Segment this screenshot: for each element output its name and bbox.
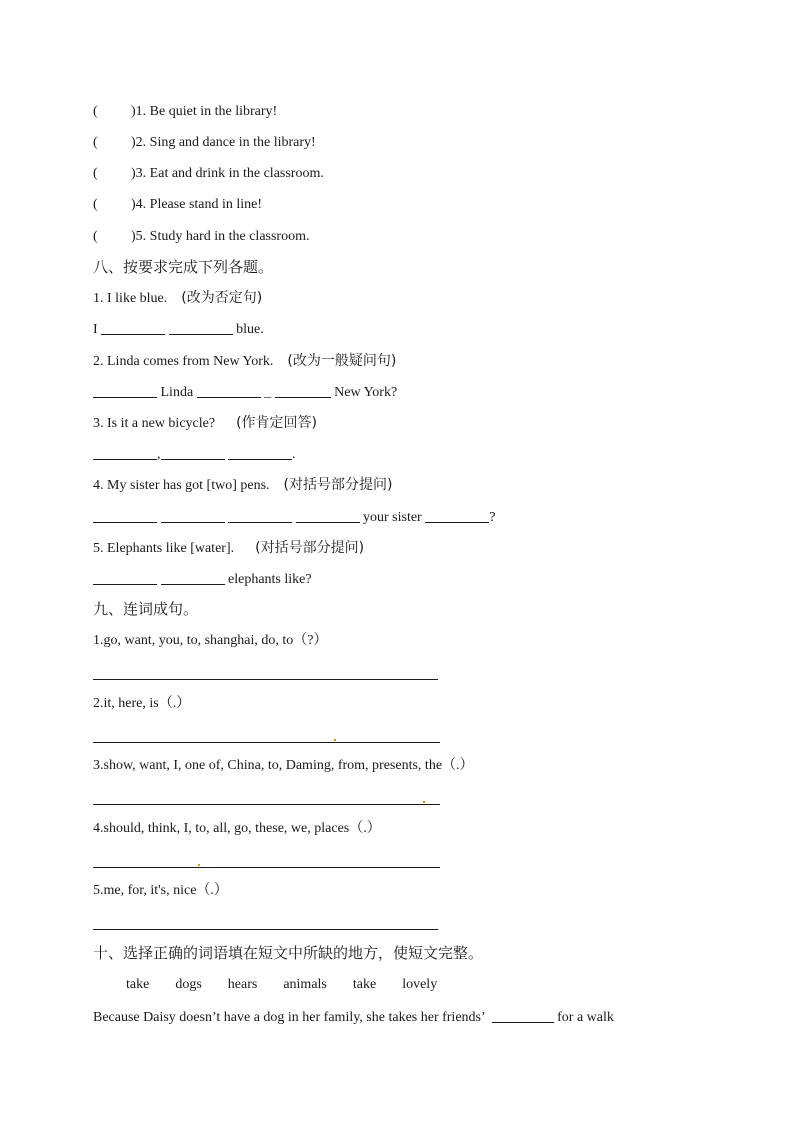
answer-dot-mark bbox=[334, 739, 336, 741]
answer-line[interactable] bbox=[93, 679, 438, 680]
word-bank-item: lovely bbox=[402, 977, 438, 992]
s8-q5-answer: elephants like? bbox=[93, 570, 312, 589]
answer-line[interactable] bbox=[93, 867, 440, 868]
s9-item-5: 5.me, for, it's, nice（.） bbox=[93, 883, 228, 898]
answer-blank[interactable] bbox=[492, 1008, 554, 1023]
judgement-item-5: ( )5. Study hard in the classroom. bbox=[93, 229, 310, 244]
s8-q1: 1. I like blue. (改为否定句) bbox=[93, 290, 263, 306]
s8-q4: 4. My sister has got [two] pens. (对括号部分提问) bbox=[93, 477, 393, 493]
s9-item-2: 2.it, here, is（.） bbox=[93, 696, 191, 711]
s8-q2-answer: Linda _ New York? bbox=[93, 383, 397, 402]
word-bank-item: take bbox=[352, 977, 377, 992]
judgement-item-4: ( )4. Please stand in line! bbox=[93, 197, 263, 212]
word-bank-item: take bbox=[126, 977, 150, 992]
section10-title: 十、选择正确的词语填在短文中所缺的地方，使短文完整。 bbox=[93, 944, 484, 962]
judgement-item-1: ( )1. Be quiet in the library! bbox=[93, 104, 278, 119]
section9-title: 九、连词成句。 bbox=[93, 600, 199, 618]
answer-blank[interactable] bbox=[93, 445, 157, 460]
answer-blank[interactable] bbox=[93, 383, 157, 398]
answer-blank[interactable] bbox=[93, 508, 157, 523]
answer-blank[interactable] bbox=[197, 383, 261, 398]
s8-q1-answer: I blue. bbox=[93, 322, 264, 337]
s8-q3: 3. Is it a new bicycle? (作肯定回答) bbox=[93, 415, 317, 431]
answer-blank[interactable] bbox=[101, 320, 165, 335]
word-bank-item: animals bbox=[283, 977, 327, 992]
answer-dot-mark bbox=[198, 864, 200, 866]
judgement-item-2: ( )2. Sing and dance in the library! bbox=[93, 135, 316, 150]
answer-dot-mark bbox=[423, 801, 425, 803]
s10-passage: Because Daisy doesn’t have a dog in her family, she takes her friends’ for a walk bbox=[93, 1010, 614, 1025]
answer-blank[interactable] bbox=[228, 445, 292, 460]
section8-title: 八、按要求完成下列各题。 bbox=[93, 258, 274, 276]
answer-blank[interactable] bbox=[296, 508, 360, 523]
judgement-item-3: ( )3. Eat and drink in the classroom. bbox=[93, 166, 324, 181]
answer-blank[interactable] bbox=[169, 320, 233, 335]
answer-blank[interactable] bbox=[425, 508, 489, 523]
s9-item-4: 4.should, think, I, to, all, go, these, we, places（.） bbox=[93, 821, 381, 836]
s9-item-1: 1.go, want, you, to, shanghai, do, to（?） bbox=[93, 633, 328, 648]
word-bank-item: hears bbox=[227, 977, 258, 992]
s9-item-3: 3.show, want, I, one of, China, to, Daming, from, presents, the（.） bbox=[93, 758, 474, 773]
answer-blank[interactable] bbox=[161, 445, 225, 460]
answer-blank[interactable] bbox=[275, 383, 331, 398]
answer-line[interactable] bbox=[93, 804, 440, 805]
s8-q2: 2. Linda comes from New York. (改为一般疑问句) bbox=[93, 353, 397, 369]
answer-blank[interactable] bbox=[228, 508, 292, 523]
word-bank bbox=[126, 976, 463, 994]
s8-q4-answer: your sister ? bbox=[93, 508, 495, 527]
s8-q5: 5. Elephants like [water]. (对括号部分提问) bbox=[93, 540, 365, 556]
s8-q3-answer: , . bbox=[93, 445, 296, 464]
answer-blank[interactable] bbox=[93, 570, 157, 585]
answer-blank[interactable] bbox=[161, 508, 225, 523]
answer-blank[interactable] bbox=[161, 570, 225, 585]
answer-line[interactable] bbox=[93, 742, 440, 743]
word-bank-item: dogs bbox=[175, 977, 202, 992]
answer-line[interactable] bbox=[93, 929, 438, 930]
